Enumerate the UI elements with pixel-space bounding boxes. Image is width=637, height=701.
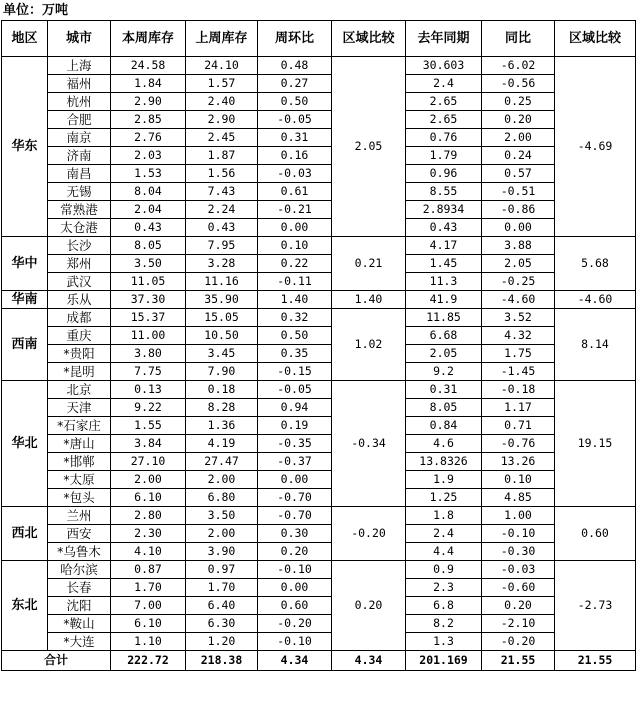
table-row (2, 255, 636, 273)
city-cell: 沈阳 (48, 597, 111, 615)
last-week-cell: 35.90 (186, 291, 258, 309)
this-week-cell: 24.58 (111, 57, 186, 75)
city-cell: 哈尔滨 (48, 561, 111, 579)
total-wow: 4.34 (258, 651, 332, 671)
table-row (2, 561, 636, 579)
yoy-cell: -0.76 (482, 435, 555, 453)
region-yoy-cmp-cell: 8.14 (555, 309, 636, 381)
inventory-table (1, 20, 636, 671)
region-cell: 西南 (2, 309, 48, 381)
last-year-cell: 4.17 (406, 237, 482, 255)
region-week-cmp-cell: 2.05 (332, 57, 406, 237)
table-row (2, 363, 636, 381)
region-cell: 华中 (2, 237, 48, 291)
table-row (2, 381, 636, 399)
table-row (2, 543, 636, 561)
last-week-cell: 8.28 (186, 399, 258, 417)
last-week-cell: 0.18 (186, 381, 258, 399)
last-week-cell: 2.00 (186, 525, 258, 543)
wow-cell: 0.22 (258, 255, 332, 273)
last-week-cell: 1.56 (186, 165, 258, 183)
yoy-cell: -0.18 (482, 381, 555, 399)
this-week-cell: 0.87 (111, 561, 186, 579)
wow-cell: 0.20 (258, 543, 332, 561)
header-week-cmp: 区域比较 (332, 21, 406, 57)
last-year-cell: 1.79 (406, 147, 482, 165)
region-week-cmp-cell: -0.20 (332, 507, 406, 561)
yoy-cell: -6.02 (482, 57, 555, 75)
last-week-cell: 11.16 (186, 273, 258, 291)
last-year-cell: 1.25 (406, 489, 482, 507)
yoy-cell: -0.51 (482, 183, 555, 201)
city-cell: 长春 (48, 579, 111, 597)
last-year-cell: 2.8934 (406, 201, 482, 219)
last-week-cell: 1.20 (186, 633, 258, 651)
table-row (2, 417, 636, 435)
last-week-cell: 3.45 (186, 345, 258, 363)
yoy-cell: 13.26 (482, 453, 555, 471)
last-year-cell: 1.9 (406, 471, 482, 489)
this-week-cell: 15.37 (111, 309, 186, 327)
city-cell: *昆明 (48, 363, 111, 381)
yoy-cell: -0.10 (482, 525, 555, 543)
last-week-cell: 1.57 (186, 75, 258, 93)
this-week-cell: 3.50 (111, 255, 186, 273)
city-cell: *包头 (48, 489, 111, 507)
table-row (2, 471, 636, 489)
unit-label: 单位：万吨 (3, 3, 69, 18)
this-week-cell: 2.80 (111, 507, 186, 525)
yoy-cell: 2.00 (482, 129, 555, 147)
city-cell: *大连 (48, 633, 111, 651)
this-week-cell: 8.04 (111, 183, 186, 201)
wow-cell: -0.20 (258, 615, 332, 633)
yoy-cell: 0.10 (482, 471, 555, 489)
last-week-cell: 24.10 (186, 57, 258, 75)
table-row (2, 327, 636, 345)
this-week-cell: 6.10 (111, 489, 186, 507)
table-row (2, 219, 636, 237)
last-year-cell: 11.3 (406, 273, 482, 291)
this-week-cell: 7.75 (111, 363, 186, 381)
city-cell: 合肥 (48, 111, 111, 129)
table-row (2, 507, 636, 525)
yoy-cell: 4.85 (482, 489, 555, 507)
table-row (2, 525, 636, 543)
wow-cell: 0.35 (258, 345, 332, 363)
yoy-cell: -0.20 (482, 633, 555, 651)
last-year-cell: 41.9 (406, 291, 482, 309)
city-cell: 西安 (48, 525, 111, 543)
header-yoy-cmp: 区域比较 (555, 21, 636, 57)
region-cell: 华北 (2, 381, 48, 507)
wow-cell: -0.70 (258, 489, 332, 507)
wow-cell: 1.40 (258, 291, 332, 309)
this-week-cell: 1.53 (111, 165, 186, 183)
region-cell: 华东 (2, 57, 48, 237)
last-week-cell: 4.19 (186, 435, 258, 453)
yoy-cell: -0.30 (482, 543, 555, 561)
last-year-cell: 2.3 (406, 579, 482, 597)
total-yoy: 21.55 (482, 651, 555, 671)
city-cell: 乐从 (48, 291, 111, 309)
last-week-cell: 15.05 (186, 309, 258, 327)
yoy-cell: -4.60 (482, 291, 555, 309)
this-week-cell: 1.70 (111, 579, 186, 597)
wow-cell: -0.70 (258, 507, 332, 525)
city-cell: 太仓港 (48, 219, 111, 237)
last-year-cell: 1.8 (406, 507, 482, 525)
table-row (2, 147, 636, 165)
table-row (2, 435, 636, 453)
last-week-cell: 2.24 (186, 201, 258, 219)
region-week-cmp-cell: 0.20 (332, 561, 406, 651)
table-row (2, 309, 636, 327)
this-week-cell: 3.80 (111, 345, 186, 363)
table-row (2, 129, 636, 147)
total-last-year: 201.169 (406, 651, 482, 671)
city-cell: *乌鲁木 (48, 543, 111, 561)
wow-cell: 0.27 (258, 75, 332, 93)
region-cell: 东北 (2, 561, 48, 651)
region-cell: 西北 (2, 507, 48, 561)
table-row (2, 57, 636, 75)
last-year-cell: 0.43 (406, 219, 482, 237)
wow-cell: 0.32 (258, 309, 332, 327)
this-week-cell: 2.00 (111, 471, 186, 489)
last-year-cell: 0.31 (406, 381, 482, 399)
wow-cell: 0.48 (258, 57, 332, 75)
wow-cell: 0.50 (258, 93, 332, 111)
yoy-cell: 0.71 (482, 417, 555, 435)
table-row (2, 291, 636, 309)
last-year-cell: 4.6 (406, 435, 482, 453)
last-week-cell: 7.43 (186, 183, 258, 201)
city-cell: *贵阳 (48, 345, 111, 363)
city-cell: 济南 (48, 147, 111, 165)
region-yoy-cmp-cell: 5.68 (555, 237, 636, 291)
total-week-cmp: 4.34 (332, 651, 406, 671)
wow-cell: 0.61 (258, 183, 332, 201)
yoy-cell: 0.20 (482, 597, 555, 615)
wow-cell: 0.60 (258, 597, 332, 615)
header-row (2, 21, 636, 57)
yoy-cell: -0.56 (482, 75, 555, 93)
last-year-cell: 0.9 (406, 561, 482, 579)
last-year-cell: 2.65 (406, 111, 482, 129)
table-row (2, 633, 636, 651)
last-year-cell: 11.85 (406, 309, 482, 327)
wow-cell: -0.10 (258, 633, 332, 651)
city-cell: 武汉 (48, 273, 111, 291)
table-row (2, 579, 636, 597)
city-cell: 南京 (48, 129, 111, 147)
header-wow: 周环比 (258, 21, 332, 57)
city-cell: 成都 (48, 309, 111, 327)
city-cell: *太原 (48, 471, 111, 489)
last-week-cell: 7.90 (186, 363, 258, 381)
this-week-cell: 2.04 (111, 201, 186, 219)
header-this-week: 本周库存 (111, 21, 186, 57)
this-week-cell: 11.00 (111, 327, 186, 345)
wow-cell: -0.05 (258, 111, 332, 129)
table-row (2, 201, 636, 219)
yoy-cell: 1.17 (482, 399, 555, 417)
wow-cell: -0.35 (258, 435, 332, 453)
yoy-cell: 0.20 (482, 111, 555, 129)
last-year-cell: 2.4 (406, 525, 482, 543)
this-week-cell: 2.03 (111, 147, 186, 165)
table-row (2, 615, 636, 633)
table-row (2, 93, 636, 111)
yoy-cell: 1.00 (482, 507, 555, 525)
table-row (2, 273, 636, 291)
yoy-cell: 2.05 (482, 255, 555, 273)
wow-cell: 0.30 (258, 525, 332, 543)
last-week-cell: 3.50 (186, 507, 258, 525)
last-week-cell: 2.45 (186, 129, 258, 147)
table-row (2, 75, 636, 93)
last-year-cell: 6.8 (406, 597, 482, 615)
header-last-week: 上周库存 (186, 21, 258, 57)
last-year-cell: 2.4 (406, 75, 482, 93)
wow-cell: -0.37 (258, 453, 332, 471)
wow-cell: -0.10 (258, 561, 332, 579)
last-week-cell: 6.40 (186, 597, 258, 615)
last-year-cell: 2.05 (406, 345, 482, 363)
this-week-cell: 4.10 (111, 543, 186, 561)
last-week-cell: 1.70 (186, 579, 258, 597)
this-week-cell: 9.22 (111, 399, 186, 417)
table-row (2, 183, 636, 201)
header-region: 地区 (2, 21, 48, 57)
yoy-cell: 0.25 (482, 93, 555, 111)
city-cell: 北京 (48, 381, 111, 399)
yoy-cell: 0.24 (482, 147, 555, 165)
yoy-cell: -1.45 (482, 363, 555, 381)
city-cell: 长沙 (48, 237, 111, 255)
last-year-cell: 6.68 (406, 327, 482, 345)
table-row (2, 165, 636, 183)
yoy-cell: 0.00 (482, 219, 555, 237)
last-year-cell: 0.96 (406, 165, 482, 183)
this-week-cell: 2.85 (111, 111, 186, 129)
total-this-week: 222.72 (111, 651, 186, 671)
last-week-cell: 27.47 (186, 453, 258, 471)
last-week-cell: 2.40 (186, 93, 258, 111)
last-year-cell: 1.45 (406, 255, 482, 273)
last-year-cell: 8.55 (406, 183, 482, 201)
wow-cell: 0.00 (258, 471, 332, 489)
wow-cell: 0.94 (258, 399, 332, 417)
wow-cell: -0.05 (258, 381, 332, 399)
city-cell: 郑州 (48, 255, 111, 273)
total-yoy-cmp: 21.55 (555, 651, 636, 671)
wow-cell: 0.16 (258, 147, 332, 165)
wow-cell: 0.31 (258, 129, 332, 147)
region-week-cmp-cell: 1.40 (332, 291, 406, 309)
yoy-cell: -0.60 (482, 579, 555, 597)
region-yoy-cmp-cell: 0.60 (555, 507, 636, 561)
region-week-cmp-cell: 0.21 (332, 237, 406, 291)
last-year-cell: 1.3 (406, 633, 482, 651)
wow-cell: -0.11 (258, 273, 332, 291)
table-row (2, 111, 636, 129)
last-week-cell: 0.97 (186, 561, 258, 579)
yoy-cell: 4.32 (482, 327, 555, 345)
this-week-cell: 2.76 (111, 129, 186, 147)
city-cell: 无锡 (48, 183, 111, 201)
header-yoy: 同比 (482, 21, 555, 57)
yoy-cell: 1.75 (482, 345, 555, 363)
this-week-cell: 1.10 (111, 633, 186, 651)
wow-cell: -0.21 (258, 201, 332, 219)
last-week-cell: 2.90 (186, 111, 258, 129)
region-yoy-cmp-cell: -2.73 (555, 561, 636, 651)
city-cell: 南昌 (48, 165, 111, 183)
last-year-cell: 13.8326 (406, 453, 482, 471)
yoy-cell: -0.03 (482, 561, 555, 579)
total-last-week: 218.38 (186, 651, 258, 671)
yoy-cell: 3.88 (482, 237, 555, 255)
city-cell: 福州 (48, 75, 111, 93)
city-cell: *石家庄 (48, 417, 111, 435)
last-week-cell: 10.50 (186, 327, 258, 345)
this-week-cell: 11.05 (111, 273, 186, 291)
wow-cell: 0.19 (258, 417, 332, 435)
last-year-cell: 8.2 (406, 615, 482, 633)
last-week-cell: 3.28 (186, 255, 258, 273)
city-cell: *唐山 (48, 435, 111, 453)
last-week-cell: 2.00 (186, 471, 258, 489)
city-cell: 兰州 (48, 507, 111, 525)
table-row (2, 237, 636, 255)
last-year-cell: 4.4 (406, 543, 482, 561)
this-week-cell: 1.55 (111, 417, 186, 435)
city-cell: 重庆 (48, 327, 111, 345)
this-week-cell: 2.30 (111, 525, 186, 543)
header-city: 城市 (48, 21, 111, 57)
last-week-cell: 3.90 (186, 543, 258, 561)
region-yoy-cmp-cell: 19.15 (555, 381, 636, 507)
region-cell: 华南 (2, 291, 48, 309)
total-row (2, 651, 636, 671)
this-week-cell: 3.84 (111, 435, 186, 453)
table-row (2, 345, 636, 363)
city-cell: 上海 (48, 57, 111, 75)
city-cell: *邯郸 (48, 453, 111, 471)
region-week-cmp-cell: -0.34 (332, 381, 406, 507)
last-week-cell: 6.80 (186, 489, 258, 507)
wow-cell: 0.10 (258, 237, 332, 255)
table-row (2, 489, 636, 507)
last-week-cell: 7.95 (186, 237, 258, 255)
total-label: 合计 (2, 651, 111, 671)
region-yoy-cmp-cell: -4.60 (555, 291, 636, 309)
this-week-cell: 27.10 (111, 453, 186, 471)
last-week-cell: 6.30 (186, 615, 258, 633)
city-cell: *鞍山 (48, 615, 111, 633)
this-week-cell: 1.84 (111, 75, 186, 93)
table-row (2, 453, 636, 471)
wow-cell: 0.00 (258, 579, 332, 597)
last-week-cell: 0.43 (186, 219, 258, 237)
table-row (2, 597, 636, 615)
wow-cell: 0.50 (258, 327, 332, 345)
last-week-cell: 1.36 (186, 417, 258, 435)
this-week-cell: 0.43 (111, 219, 186, 237)
this-week-cell: 6.10 (111, 615, 186, 633)
last-week-cell: 1.87 (186, 147, 258, 165)
yoy-cell: 3.52 (482, 309, 555, 327)
yoy-cell: -0.86 (482, 201, 555, 219)
yoy-cell: -0.25 (482, 273, 555, 291)
region-week-cmp-cell: 1.02 (332, 309, 406, 381)
city-cell: 杭州 (48, 93, 111, 111)
yoy-cell: 0.57 (482, 165, 555, 183)
wow-cell: -0.03 (258, 165, 332, 183)
wow-cell: 0.00 (258, 219, 332, 237)
last-year-cell: 2.65 (406, 93, 482, 111)
yoy-cell: -2.10 (482, 615, 555, 633)
city-cell: 常熟港 (48, 201, 111, 219)
this-week-cell: 2.90 (111, 93, 186, 111)
wow-cell: -0.15 (258, 363, 332, 381)
last-year-cell: 30.603 (406, 57, 482, 75)
this-week-cell: 8.05 (111, 237, 186, 255)
last-year-cell: 8.05 (406, 399, 482, 417)
this-week-cell: 0.13 (111, 381, 186, 399)
this-week-cell: 7.00 (111, 597, 186, 615)
last-year-cell: 0.76 (406, 129, 482, 147)
last-year-cell: 9.2 (406, 363, 482, 381)
table-row (2, 399, 636, 417)
region-yoy-cmp-cell: -4.69 (555, 57, 636, 237)
header-last-year: 去年同期 (406, 21, 482, 57)
last-year-cell: 0.84 (406, 417, 482, 435)
this-week-cell: 37.30 (111, 291, 186, 309)
city-cell: 天津 (48, 399, 111, 417)
